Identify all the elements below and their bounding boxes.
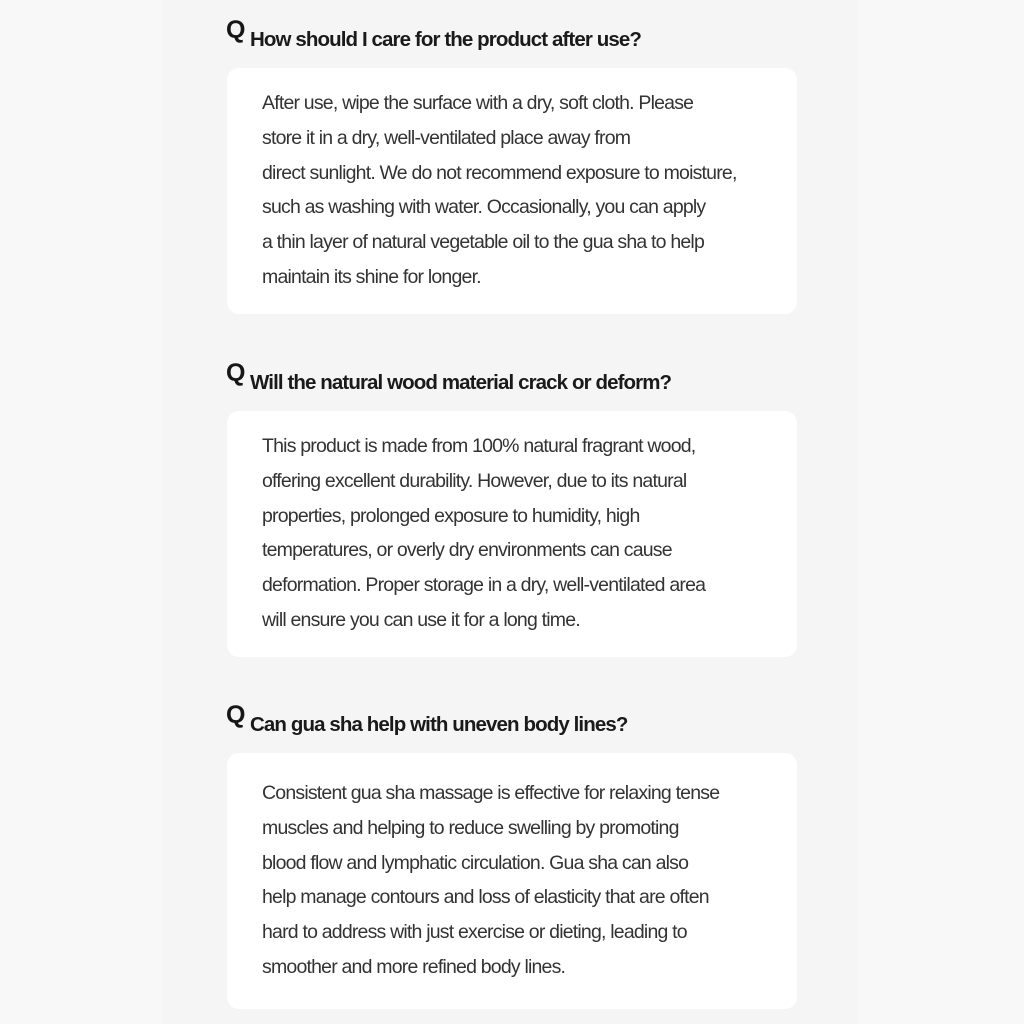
question-row <box>226 359 798 399</box>
answer-card <box>227 68 797 314</box>
faq-item-wood-material <box>226 359 798 631</box>
left-margin <box>0 0 162 1024</box>
answer-line: direct sunlight. We do not recommend exposure to moisture, <box>262 162 737 184</box>
answer-card <box>227 411 797 657</box>
q-mark: Q <box>226 701 246 729</box>
answer-line: offering excellent durability. However, due to its natural <box>262 470 687 492</box>
answer-line: hard to address with just exercise or dieting, leading to <box>262 921 687 943</box>
answer-line: will ensure you can use it for a long time. <box>262 609 580 631</box>
answer-line: help manage contours and loss of elasticity that are often <box>262 886 709 908</box>
answer-line: Consistent gua sha massage is effective for relaxing tense <box>262 782 720 804</box>
question-row <box>226 701 798 741</box>
answer-line: maintain its shine for longer. <box>262 266 481 288</box>
question-text: How should I care for the product after use? <box>250 28 641 51</box>
answer-line: such as washing with water. Occasionally, you can apply <box>262 196 706 218</box>
answer-line: This product is made from 100% natural fragrant wood, <box>262 435 696 457</box>
question-text: Can gua sha help with uneven body lines? <box>250 713 628 736</box>
right-margin <box>858 0 1024 1024</box>
faq-item-care <box>226 16 798 288</box>
question-text: Will the natural wood material crack or deform? <box>250 371 672 394</box>
answer-line: properties, prolonged exposure to humidity, high <box>262 505 640 527</box>
question-row <box>226 16 798 56</box>
q-mark: Q <box>226 359 246 387</box>
answer-line: a thin layer of natural vegetable oil to the gua sha to help <box>262 231 705 253</box>
answer-line: muscles and helping to reduce swelling by promoting <box>262 817 679 839</box>
answer-line: temperatures, or overly dry environments can cause <box>262 539 672 561</box>
answer-line: After use, wipe the surface with a dry, soft cloth. Please <box>262 92 694 114</box>
answer-line: deformation. Proper storage in a dry, well-ventilated area <box>262 574 706 596</box>
answer-line: store it in a dry, well-ventilated place away from <box>262 127 631 149</box>
q-mark: Q <box>226 16 246 44</box>
faq-item-body-lines <box>226 701 798 978</box>
answer-line: smoother and more refined body lines. <box>262 956 566 978</box>
answer-line: blood flow and lymphatic circulation. Gua sha can also <box>262 852 689 874</box>
answer-card <box>227 753 797 1009</box>
